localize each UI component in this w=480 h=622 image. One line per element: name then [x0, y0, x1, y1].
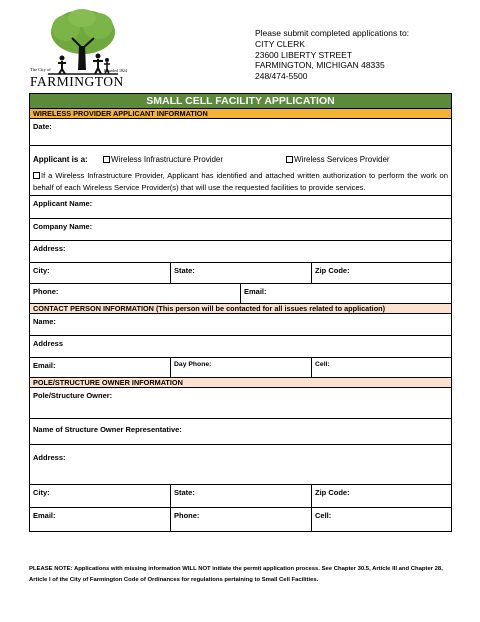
address-phone: 248/474-5500 — [255, 71, 308, 82]
city-label: City: — [33, 266, 50, 275]
company-name-row — [30, 219, 451, 241]
contact-email-label: Email: — [33, 361, 56, 370]
logo-founded: Founded 1824 — [104, 68, 127, 73]
authorization-paragraph — [30, 169, 451, 195]
owner-cell-label: Cell: — [315, 511, 332, 520]
state-label: State: — [174, 266, 195, 275]
owner-city-field[interactable] — [30, 485, 171, 507]
checkbox-infrastructure-provider[interactable] — [103, 156, 110, 163]
phone-email-row — [30, 284, 451, 304]
date-row — [30, 119, 451, 146]
owner-zip-field[interactable] — [312, 485, 451, 507]
contact-email-field[interactable] — [30, 358, 171, 377]
address-line: CITY CLERK — [255, 38, 305, 49]
contact-email-phone-row — [30, 358, 451, 378]
section-header-pole-owner: POLE/STRUCTURE OWNER INFORMATION — [30, 378, 451, 388]
address-intro: Please submit completed applications to: — [255, 28, 410, 38]
address-label: Address: — [33, 244, 66, 253]
section-header-contact-person: CONTACT PERSON INFORMATION (This person will be contacted for all issues related to application) — [30, 304, 451, 314]
owner-cell-field[interactable] — [312, 508, 451, 531]
email-field[interactable] — [241, 284, 451, 303]
email-label: Email: — [244, 287, 267, 296]
checkbox-authorization[interactable] — [33, 172, 40, 179]
owner-phone-field[interactable] — [171, 508, 312, 531]
logo-city-name: FARMINGTON — [30, 74, 124, 89]
owner-city-state-zip-row — [30, 485, 451, 508]
address-field[interactable] — [30, 241, 451, 262]
pole-owner-field[interactable] — [30, 388, 451, 418]
city-logo — [30, 8, 130, 90]
contact-cell-label: Cell: — [315, 361, 330, 368]
owner-email-field[interactable] — [30, 508, 171, 531]
owner-rep-field[interactable] — [30, 419, 451, 444]
applicant-name-label: Applicant Name: — [33, 199, 93, 208]
date-label: Date: — [33, 122, 52, 131]
services-provider-label: Wireless Services Provider — [294, 154, 390, 164]
authorization-text: If a Wireless Infrastructure Provider, Applicant has identified and attached written authorization to perform the work on behalf of each Wireless Service Provider(s) that will use the requested facilities to provide services. — [33, 171, 448, 192]
day-phone-field[interactable] — [171, 358, 312, 377]
owner-email-phone-row — [30, 508, 451, 531]
state-field[interactable] — [171, 263, 312, 283]
tree-family-icon — [38, 8, 128, 76]
section-header-wireless-provider: WIRELESS PROVIDER APPLICANT INFORMATION — [30, 109, 451, 119]
owner-address-row — [30, 445, 451, 485]
zip-label: Zip Code: — [315, 266, 350, 275]
applicant-name-field[interactable] — [30, 196, 451, 218]
owner-zip-label: Zip Code: — [315, 488, 350, 497]
zip-field[interactable] — [312, 263, 451, 283]
owner-state-field[interactable] — [171, 485, 312, 507]
owner-city-label: City: — [33, 488, 50, 497]
address-line: 23600 LIBERTY STREET — [255, 49, 353, 60]
submission-address — [255, 28, 409, 82]
contact-name-field[interactable] — [30, 314, 451, 335]
contact-address-label: Address — [33, 339, 64, 348]
owner-rep-row — [30, 419, 451, 445]
owner-rep-label: Name of Structure Owner Representative: — [33, 425, 182, 434]
owner-address-label: Address: — [33, 453, 66, 462]
pole-owner-row — [30, 388, 451, 419]
owner-address-field[interactable] — [30, 445, 451, 484]
company-name-label: Company Name: — [33, 222, 93, 231]
form-title: SMALL CELL FACILITY APPLICATION — [30, 94, 451, 109]
applicant-is-label: Applicant is a: — [33, 154, 88, 164]
logo-the-city-of: The City of — [30, 67, 51, 72]
applicant-name-row — [30, 196, 451, 219]
application-form — [29, 93, 452, 532]
phone-field[interactable] — [30, 284, 241, 303]
city-field[interactable] — [30, 263, 171, 283]
applicant-type-block — [30, 146, 451, 196]
contact-cell-field[interactable] — [312, 358, 451, 377]
city-state-zip-row — [30, 263, 451, 284]
day-phone-label: Day Phone: — [174, 361, 212, 368]
address-row — [30, 241, 451, 263]
applicant-type-row — [30, 152, 451, 166]
phone-label: Phone: — [33, 287, 59, 296]
owner-state-label: State: — [174, 488, 195, 497]
address-line: FARMINGTON, MICHIGAN 48335 — [255, 60, 385, 71]
infrastructure-provider-option[interactable] — [103, 155, 286, 164]
infrastructure-provider-label: Wireless Infrastructure Provider — [111, 154, 224, 164]
owner-phone-label: Phone: — [174, 511, 200, 520]
services-provider-option[interactable] — [286, 155, 390, 164]
footer-note: PLEASE NOTE: Applications with missing information WILL NOT initiate the permit application process. See Chapter 30.5, Article III and Chapter 28, Article I of the City of Farmington Code of Ordinances for regulations pertaining to Small Cell Facilities. — [29, 566, 443, 583]
contact-name-row — [30, 314, 451, 336]
contact-address-field[interactable] — [30, 336, 451, 357]
contact-name-label: Name: — [33, 317, 56, 326]
owner-email-label: Email: — [33, 511, 56, 520]
checkbox-services-provider[interactable] — [286, 156, 293, 163]
company-name-field[interactable] — [30, 219, 451, 240]
contact-address-row — [30, 336, 451, 358]
date-field[interactable] — [30, 119, 451, 145]
pole-owner-label: Pole/Structure Owner: — [33, 391, 113, 400]
